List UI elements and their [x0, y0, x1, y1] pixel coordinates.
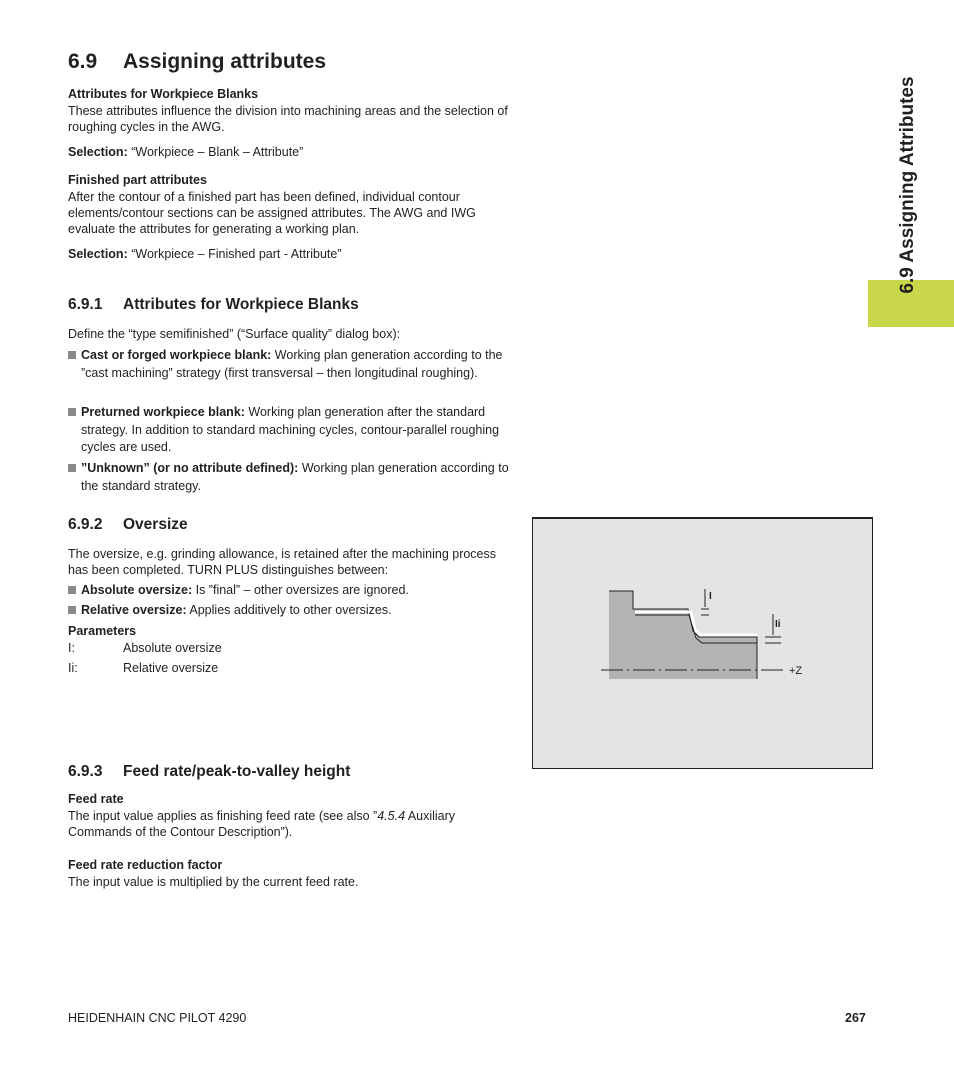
reduction-heading: Feed rate reduction factor	[68, 858, 223, 872]
parameter-key: Ii:	[68, 661, 78, 675]
feed-text-after: Auxiliary Commands of the Contour Description”).	[68, 809, 456, 839]
feed-rate-heading: Feed rate	[68, 792, 124, 806]
bullet-label: Cast or forged workpiece blank:	[81, 348, 272, 362]
list-item	[68, 602, 526, 620]
section-691-title: Attributes for Workpiece Blanks	[123, 296, 359, 313]
finished-text: After the contour of a finished part has been defined, individual contour elements/contour sections can be assigned attributes. The AWG and IWG evaluate the attributes for generating a working plan.	[68, 190, 476, 236]
oversize-diagram	[533, 519, 872, 768]
section-692-number: 6.9.2	[68, 516, 103, 533]
blanks-text: These attributes influence the division into machining areas and the selection of roughing cycles in the AWG.	[68, 104, 508, 134]
section-693-number: 6.9.3	[68, 763, 103, 780]
selection-value: “Workpiece – Blank – Attribute”	[127, 145, 304, 159]
bullet-label: ”Unknown” (or no attribute defined):	[81, 461, 299, 475]
bullet-text: Working plan generation according to the ”cast machining” strategy (first transversal – then longitudinal roughing).	[81, 348, 503, 380]
section-691-number: 6.9.1	[68, 296, 103, 313]
label-z-axis: +Z	[789, 665, 803, 677]
section-number: 6.9	[68, 50, 98, 73]
bullet-square-icon	[68, 586, 76, 594]
list-item	[68, 347, 526, 382]
selection-label: Selection:	[68, 145, 128, 159]
parameter-key: I:	[68, 641, 75, 655]
parameter-row	[68, 660, 218, 676]
bullet-square-icon	[68, 606, 76, 614]
bullet-square-icon	[68, 408, 76, 416]
page-title	[68, 50, 326, 74]
feed-reference: 4.5.4	[377, 809, 406, 823]
bullet-label: Absolute oversize:	[81, 583, 193, 597]
oversize-figure	[532, 517, 873, 769]
side-tab-text: 6.9 Assigning Attributes	[897, 76, 918, 294]
section-691-intro: Define the “type semifinished” (“Surface quality” dialog box):	[68, 327, 401, 341]
section-692-heading	[68, 516, 188, 534]
bullet-text: Is ”final” – other oversizes are ignored.	[192, 583, 409, 597]
parameter-value: Absolute oversize	[123, 641, 222, 655]
section-693-heading	[68, 763, 350, 781]
bullet-text: Applies additively to other oversizes.	[186, 603, 392, 617]
bullet-square-icon	[68, 351, 76, 359]
section-691-heading	[68, 296, 359, 314]
parameters-heading: Parameters	[68, 624, 137, 638]
footer-text: HEIDENHAIN CNC PILOT 4290	[68, 1011, 247, 1025]
section-692-title: Oversize	[123, 516, 188, 533]
feed-text-before: The input value applies as finishing feed rate (see also ”	[68, 809, 378, 823]
feed-rate-text	[68, 808, 513, 840]
list-item	[68, 460, 526, 495]
selection-label: Selection:	[68, 247, 128, 261]
bullet-label: Preturned workpiece blank:	[81, 405, 245, 419]
list-item	[68, 582, 526, 600]
page-number: 267	[845, 1011, 866, 1025]
bullet-square-icon	[68, 464, 76, 472]
finished-heading: Finished part attributes	[68, 173, 207, 187]
selection-value: “Workpiece – Finished part - Attribute”	[127, 247, 342, 261]
parameter-value: Relative oversize	[123, 661, 219, 675]
parameter-row	[68, 640, 222, 656]
section-693-title: Feed rate/peak-to-valley height	[123, 763, 351, 780]
label-ii: Ii	[775, 619, 781, 630]
finished-selection	[68, 246, 508, 262]
reduction-text: The input value is multiplied by the current feed rate.	[68, 875, 359, 889]
section-title-text: Assigning attributes	[123, 50, 327, 73]
section-692-text: The oversize, e.g. grinding allowance, is retained after the machining process has been completed. TURN PLUS distinguishes between:	[68, 547, 497, 577]
blanks-heading: Attributes for Workpiece Blanks	[68, 87, 259, 101]
bullet-label: Relative oversize:	[81, 603, 187, 617]
bullet-text: Working plan generation according to the standard strategy.	[81, 461, 509, 493]
label-i: I	[709, 591, 712, 602]
bullet-text: Working plan generation after the standard strategy. In addition to standard machining cycles, contour-parallel roughing cycles are used.	[81, 405, 500, 454]
list-item	[68, 404, 526, 457]
blanks-selection	[68, 144, 508, 160]
